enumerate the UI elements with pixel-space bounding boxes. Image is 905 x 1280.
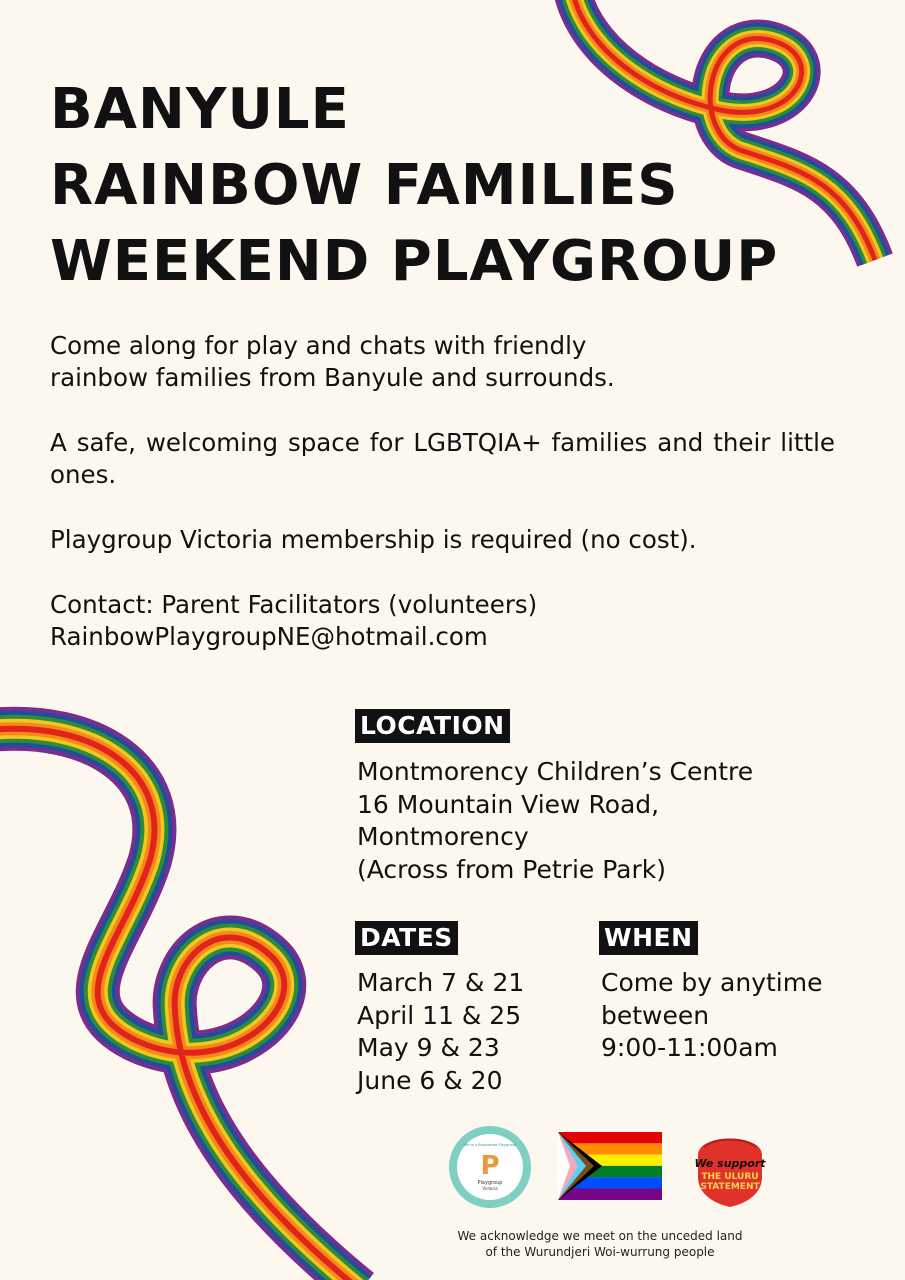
badge-sub: Victoria: [482, 1186, 498, 1191]
badge-top-text: We're a Registered Playgroup: [463, 1143, 517, 1147]
page-title: [50, 72, 778, 300]
when-heading: WHEN: [599, 921, 698, 955]
location-line-3: Montmorency: [357, 822, 529, 851]
contact-info: [50, 589, 835, 653]
location-line-1: Montmorency Children’s Centre: [357, 757, 754, 786]
location-line-4: (Across from Petrie Park): [357, 854, 667, 884]
title-line-1: BANYULE: [50, 77, 350, 142]
uluru-line-2: THE ULURU: [701, 1172, 759, 1182]
title-line-3: WEEKEND PLAYGROUP: [50, 229, 779, 294]
playgroup-victoria-badge-logo: [447, 1124, 533, 1210]
acknowledgement-footer: [420, 1228, 780, 1260]
footer-line-2: of the Wurundjeri Woi-wurrung people: [485, 1245, 715, 1259]
badge-letter: P: [480, 1151, 500, 1181]
when-details: [601, 967, 822, 1065]
date-line-4: June 6 & 20: [357, 1065, 503, 1095]
date-line-2: April 11 & 25: [357, 1000, 522, 1030]
dates-heading: DATES: [355, 921, 458, 955]
uluru-line-1: We support: [694, 1157, 766, 1170]
location-details: [357, 756, 753, 886]
progress-pride-flag-logo: [558, 1132, 662, 1200]
ribbon-bottom-left: [0, 729, 360, 1280]
intro-paragraph-3: Playgroup Victoria membership is required (no cost).: [50, 525, 697, 554]
location-line-2: 16 Mountain View Road,: [357, 789, 660, 819]
badge-name: Playgroup: [477, 1180, 503, 1186]
when-line-1: Come by anytime: [601, 968, 823, 997]
intro-text: [50, 330, 835, 653]
contact-email[interactable]: RainbowPlaygroupNE@hotmail.com: [50, 622, 488, 651]
date-line-1: March 7 & 21: [357, 968, 525, 997]
when-line-2: between: [601, 1000, 710, 1030]
uluru-statement-logo: [688, 1125, 772, 1209]
uluru-line-3: STATEMENT: [700, 1182, 760, 1192]
when-line-3: 9:00-11:00am: [601, 1033, 778, 1062]
date-line-3: May 9 & 23: [357, 1033, 500, 1062]
dates-list: [357, 967, 524, 1097]
title-line-2: RAINBOW FAMILIES: [50, 153, 679, 218]
footer-line-1: We acknowledge we meet on the unceded land: [457, 1229, 743, 1243]
intro-paragraph-1: Come along for play and chats with friendly rainbow families from Banyule and surrounds.: [50, 331, 615, 392]
intro-paragraph-2: A safe, welcoming space for LGBTQIA+ families and their little ones.: [50, 428, 835, 489]
contact-line: Contact: Parent Facilitators (volunteers): [50, 590, 538, 619]
location-heading: LOCATION: [355, 709, 510, 743]
